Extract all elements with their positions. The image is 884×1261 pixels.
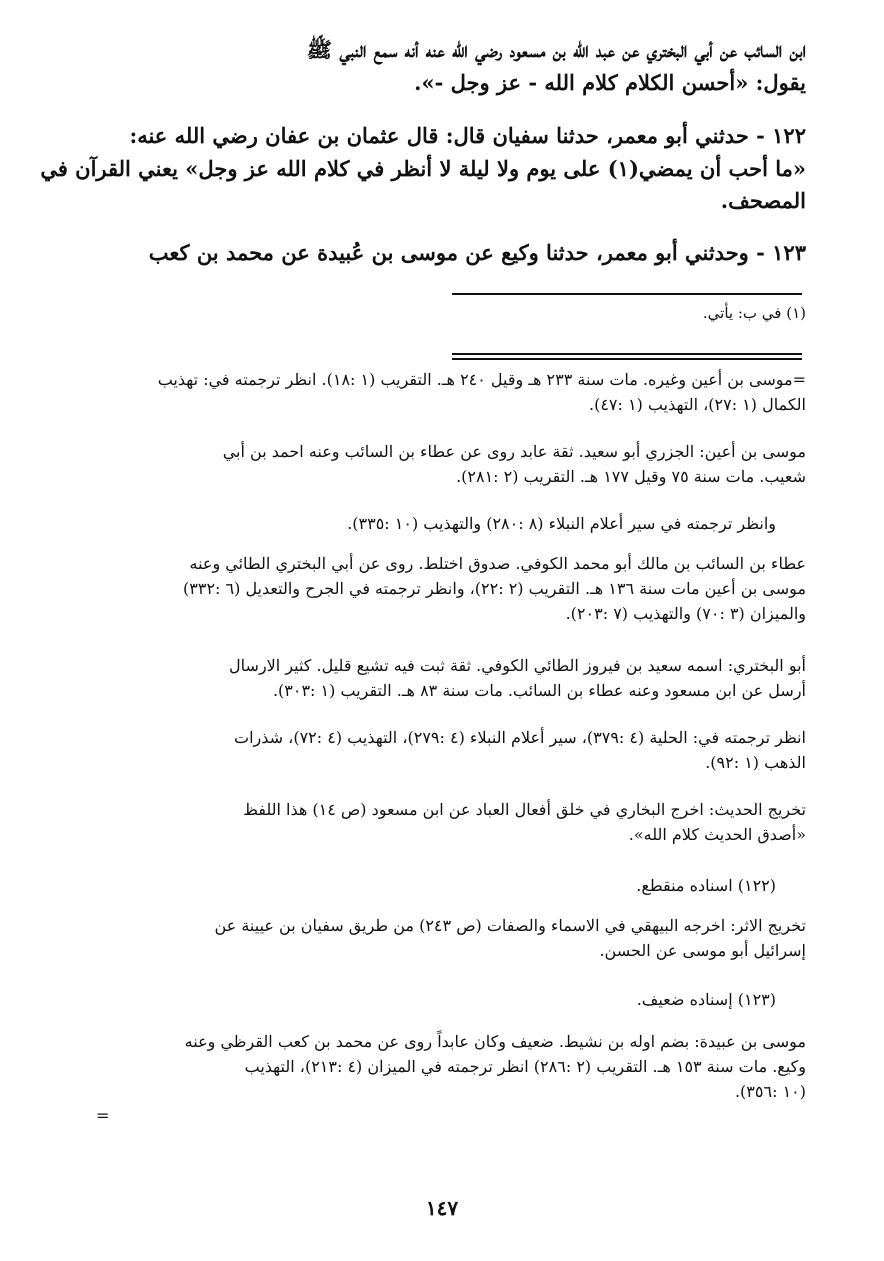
footnote-text: (١) في ب: يأتي. [702,304,806,322]
commentary-3 [100,512,806,537]
commentary-rule-top [452,353,802,355]
commentary-9 [100,914,806,964]
commentary-line: وكيع. مات سنة ١٥٣ هـ. التقريب (٢ :٢٨٦) انظر ترجمته في الميزان (٤ :٢١٣)، التهذيب [244,1056,806,1076]
text-line: ١٢٢ - حدثني أبو معمر، حدثنا سفيان قال: قال عثمان بن عفان رضي الله عنه: [129,123,806,148]
text-line: ١٢٣ - وحدثني أبو معمر، حدثنا وكيع عن موسى بن عُبيدة عن محمد بن كعب [148,240,806,265]
main-paragraph-1 [100,34,806,99]
commentary-line: أرسل عن ابن مسعود وعنه عطاء بن السائب. مات سنة ٨٣ هـ. التقريب (١ :٣٠٣). [272,680,806,700]
commentary-line: شعيب. مات سنة ٧٥ وقيل ١٧٧ هـ. التقريب (٢ :٢٨١). [456,466,806,486]
commentary-line: (١٢٢) اسناده منقطع. [636,876,776,895]
main-paragraph-2 [40,120,806,218]
commentary-line: (١٠ :٣٥٦). [734,1081,806,1101]
text-line: يقول: «أحسن الكلام كلام الله - عز وجل -». [414,69,806,95]
commentary-line: تخريج الاثر: اخرجه البيهقي في الاسماء والصفات (ص ٢٤٣) من طريق سفيان بن عيينة عن [214,916,806,935]
commentary-10 [100,988,806,1013]
commentary-line: الكمال (١ :٢٧)، التهذيب (١ :٤٧). [589,394,806,414]
commentary-line: انظر ترجمته في: الحلية (٤ :٣٧٩)، سير أعلام النبلاء (٤ :٢٧٩)، التهذيب (٤ :٧٢)، شذرات [234,728,806,747]
main-paragraph-3 [100,237,806,270]
footnote [100,302,806,325]
commentary-2 [100,440,806,490]
commentary-1 [100,368,806,418]
commentary-line: =موسى بن أعين وغيره. مات سنة ٢٣٣ هـ وقيل ٢٤٠ هـ. التقريب (١ :١٨). انظر ترجمته في: تهذيب [157,370,806,389]
commentary-line: (١٢٣) إسناده ضعيف. [636,990,776,1009]
footnote-rule [452,293,802,295]
commentary-rule-bottom [452,358,802,360]
commentary-line: تخريج الحديث: اخرج البخاري في خلق أفعال العباد عن ابن مسعود (ص ١٤) هذا اللفظ [243,800,806,819]
commentary-7 [100,798,806,848]
text-line: المصحف. [720,188,806,214]
commentary-line: موسى بن عبيدة: بضم اوله بن نشيط. ضعيف وكان عابداً روى عن محمد بن كعب القرظي وعنه [184,1032,806,1051]
commentary-11 [100,1030,806,1104]
commentary-5 [100,654,806,704]
text-line: «ما أحب أن يمضي(١) على يوم ولا ليلة لا أنظر في كلام الله عز وجل» يعني القرآن في [40,155,806,181]
page-number: ١٤٧ [425,1196,459,1220]
continuation-mark: = [96,1106,110,1125]
commentary-line: عطاء بن السائب بن مالك أبو محمد الكوفي. صدوق اختلط. روى عن أبي البختري الطائي وعنه [189,554,806,573]
commentary-line: الذهب (١ :٩٢). [705,752,806,772]
commentary-line: موسى بن أعين: الجزري أبو سعيد. ثقة عابد روى عن عطاء بن السائب وعنه احمد بن أبي [222,442,806,461]
text-line: ابن السائب عن أبي البختري عن عبد الله بن مسعود رضي الله عنه أنه سمع النبي ﷺ [306,37,806,62]
commentary-line: موسى بن أعين مات سنة ١٣٦ هـ. التقريب (٢ :٢٢)، وانظر ترجمته في الجرح والتعديل (٦ :٣٣٢) [183,578,806,598]
commentary-line: إسرائيل أبو موسى عن الحسن. [599,940,806,960]
commentary-line: وانظر ترجمته في سير أعلام النبلاء (٨ :٢٨٠) والتهذيب (١٠ :٣٣٥). [347,514,776,533]
commentary-line: والميزان (٣ :٧٠) والتهذيب (٧ :٢٠٣). [565,603,806,623]
commentary-8 [100,874,806,899]
commentary-line: «أصدق الحديث كلام الله». [628,824,806,844]
commentary-line: أبو البختري: اسمه سعيد بن فيروز الطائي الكوفي. ثقة ثبت فيه تشيع قليل. كثير الارسال [229,656,806,675]
commentary-6 [100,726,806,776]
commentary-4 [100,552,806,626]
